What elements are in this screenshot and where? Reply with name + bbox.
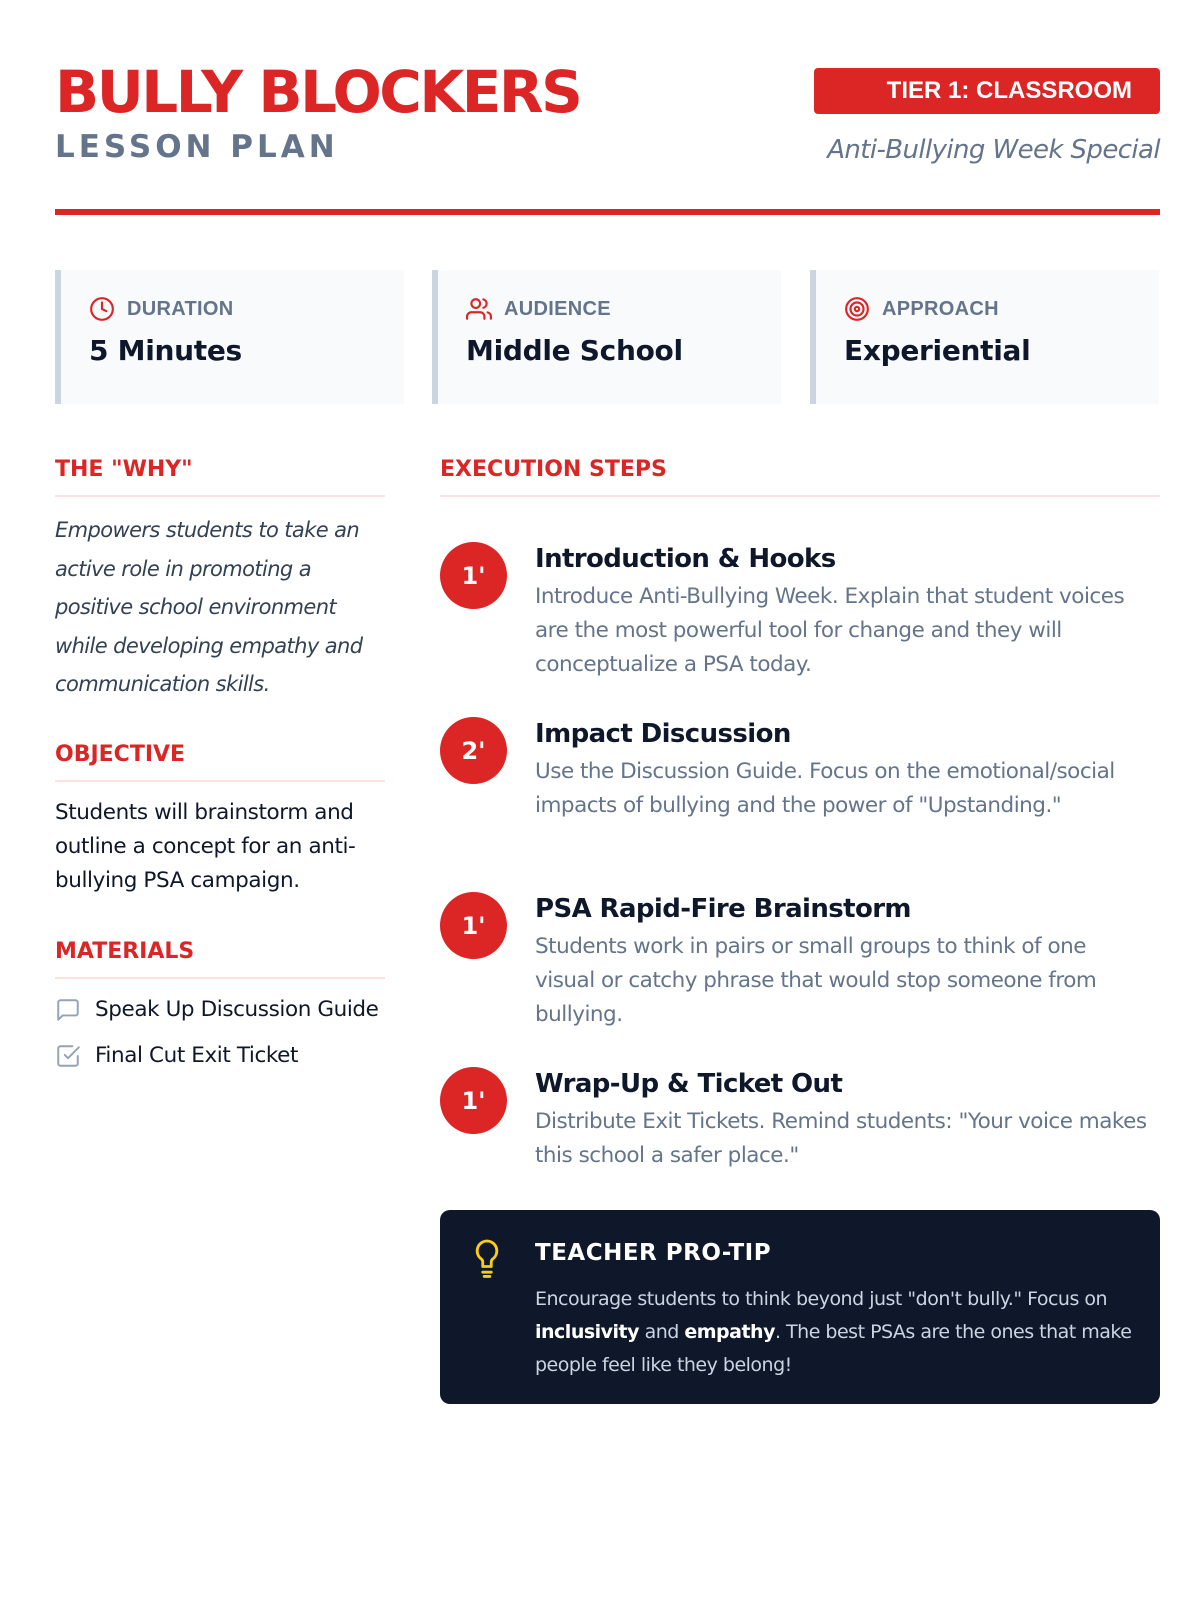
left-column	[55, 455, 385, 1068]
step-duration-badge: 1'	[440, 542, 507, 609]
section-heading-execution: EXECUTION STEPS	[440, 455, 1160, 497]
objective-section	[55, 740, 385, 898]
stat-value: Middle School	[466, 334, 683, 367]
objective-text: Students will brainstorm and outline a concept for an anti-bullying PSA campaign.	[55, 800, 356, 893]
stat-card-duration	[55, 270, 404, 404]
lightbulb-icon	[470, 1238, 504, 1278]
page-title: BULLY BLOCKERS	[55, 58, 581, 126]
check-square-icon	[55, 1043, 81, 1069]
stat-value: Experiential	[844, 334, 1031, 367]
target-icon	[844, 296, 870, 322]
page-subtitle: LESSON PLAN	[55, 129, 339, 165]
material-label: Speak Up Discussion Guide	[95, 997, 379, 1022]
pro-tip-emphasis: inclusivity	[535, 1321, 640, 1343]
step-title: Wrap-Up & Ticket Out	[535, 1069, 843, 1099]
stat-label: APPROACH	[882, 297, 999, 320]
section-heading-objective: OBJECTIVE	[55, 740, 385, 782]
materials-section	[55, 937, 385, 1085]
section-heading-materials: MATERIALS	[55, 937, 385, 979]
step-description: Students work in pairs or small groups to think of one visual or catchy phrase that would stop someone from bullying.	[535, 934, 1097, 1027]
teacher-pro-tip	[440, 1210, 1160, 1404]
why-text: Empowers students to take an active role in promoting a positive school environment while developing empathy and communication skills.	[55, 518, 363, 696]
header	[55, 55, 1160, 215]
materials-list	[55, 993, 385, 1073]
stat-cards	[55, 270, 1160, 404]
message-square-icon	[55, 997, 81, 1023]
material-item	[55, 1039, 385, 1073]
why-section	[55, 455, 385, 704]
pro-tip-title: TEACHER PRO-TIP	[535, 1240, 772, 1266]
stat-card-approach	[810, 270, 1159, 404]
pro-tip-text	[535, 1283, 1135, 1382]
step-title: PSA Rapid-Fire Brainstorm	[535, 894, 911, 924]
pro-tip-text-part: and	[639, 1321, 685, 1343]
step-duration-badge: 1'	[440, 892, 507, 959]
pro-tip-text-part: Encourage students to think beyond just "don't bully." Focus on	[535, 1288, 1108, 1310]
step-title: Introduction & Hooks	[535, 544, 836, 574]
stat-value: 5 Minutes	[89, 334, 242, 367]
section-heading-why: THE "WHY"	[55, 455, 385, 497]
step-duration-badge: 1'	[440, 1067, 507, 1134]
stat-label: AUDIENCE	[504, 297, 611, 320]
tagline: Anti-Bullying Week Special	[827, 135, 1160, 165]
right-column	[440, 455, 1160, 1168]
step-description: Use the Discussion Guide. Focus on the emotional/social impacts of bullying and the power of "Upstanding."	[535, 759, 1115, 818]
pro-tip-emphasis: empathy	[684, 1321, 775, 1343]
header-divider	[55, 209, 1160, 215]
pro-tip-text-part: . The best PSAs are the ones that make people feel like they belong!	[535, 1321, 1132, 1376]
material-label: Final Cut Exit Ticket	[95, 1043, 299, 1068]
material-item	[55, 993, 385, 1027]
step-title: Impact Discussion	[535, 719, 791, 749]
step-duration-badge: 2'	[440, 717, 507, 784]
step-description: Introduce Anti-Bullying Week. Explain that student voices are the most powerful tool for change and they will conceptualize a PSA today.	[535, 584, 1125, 677]
users-icon	[466, 296, 492, 322]
stat-label: DURATION	[127, 297, 234, 320]
step-description: Distribute Exit Tickets. Remind students: "Your voice makes this school a safer place."	[535, 1109, 1147, 1168]
tier-badge: TIER 1: CLASSROOM	[814, 68, 1160, 114]
lesson-plan-page	[55, 0, 1160, 1600]
stat-card-audience	[432, 270, 781, 404]
clock-icon	[89, 296, 115, 322]
